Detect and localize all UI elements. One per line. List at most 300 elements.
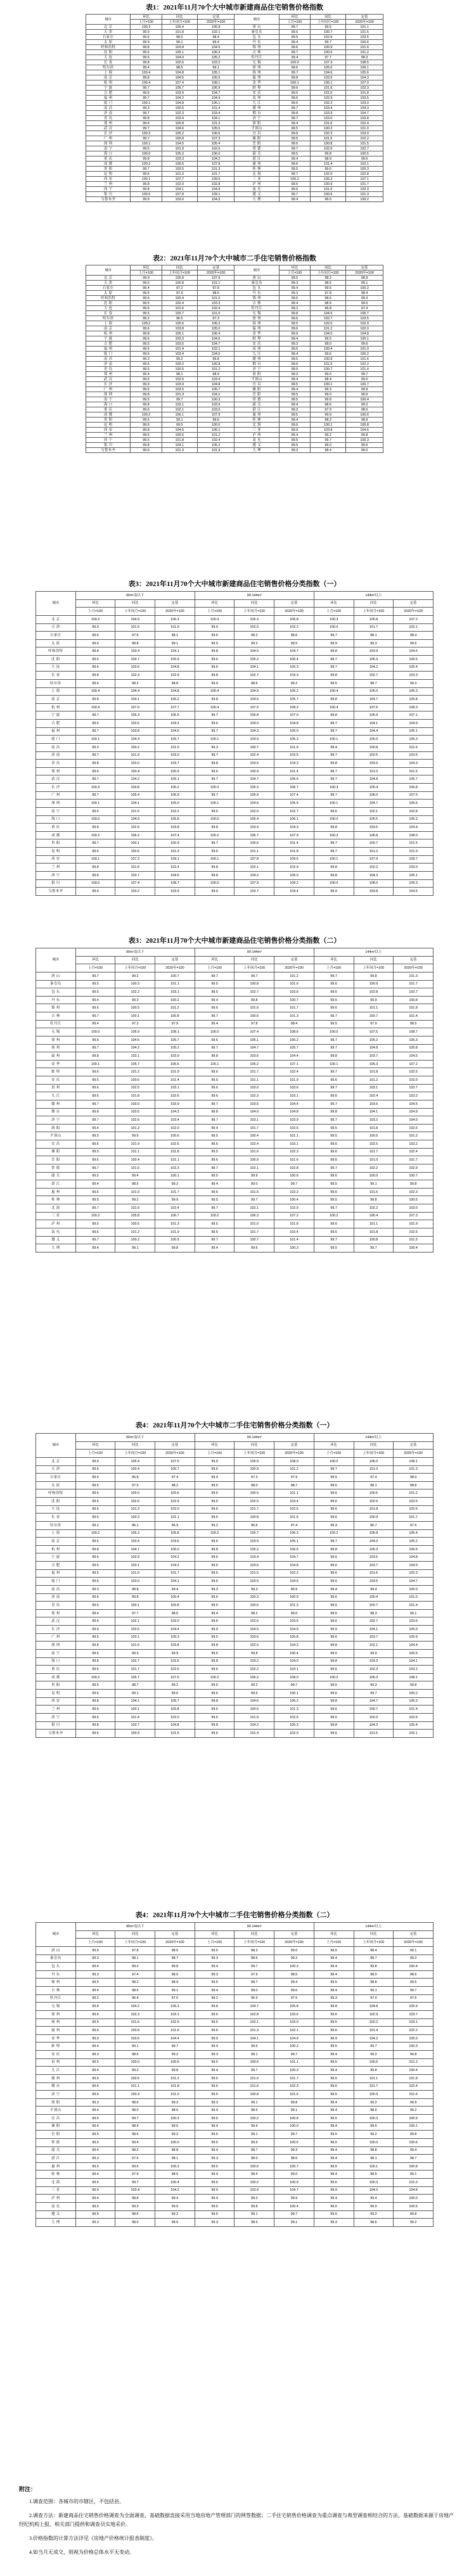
value-cell: 104.1 xyxy=(115,696,155,704)
value-cell: 99.5 xyxy=(195,1562,234,1570)
value-cell: 104.5 xyxy=(197,352,234,357)
value-cell: 100.3 xyxy=(311,126,346,131)
value-cell: 99.2 xyxy=(346,402,383,407)
value-cell: 99.6 xyxy=(75,2027,115,2035)
value-cell: 99.4 xyxy=(75,679,115,687)
value-cell: 103.6 xyxy=(274,1084,314,1092)
city-cell: 贵 阳 xyxy=(86,418,131,423)
value-cell: 106.3 xyxy=(234,1212,274,1220)
value-cell: 106.2 xyxy=(311,177,346,182)
value-cell: 98.2 xyxy=(115,679,155,687)
value-cell: 99.5 xyxy=(314,1132,354,1140)
value-cell: 98.3 xyxy=(346,55,383,60)
table-row xyxy=(86,372,383,377)
header-sub: 2020年=100 xyxy=(394,1450,434,1458)
city-cell: 石家庄 xyxy=(86,286,131,291)
value-cell: 104.9 xyxy=(394,720,434,728)
value-cell: 100.6 xyxy=(155,1489,195,1498)
value-cell: 97.5 xyxy=(274,1994,314,2003)
value-cell: 99.7 xyxy=(279,25,310,30)
value-cell: 99.8 xyxy=(131,443,162,448)
value-cell: 99.8 xyxy=(314,647,354,656)
value-cell: 99.2 xyxy=(75,1521,115,1529)
value-cell: 107.4 xyxy=(115,879,155,888)
header-group: 同比 xyxy=(115,599,155,608)
value-cell: 99.7 xyxy=(75,1116,115,1125)
value-cell: 100.1 xyxy=(195,855,234,864)
value-cell: 102.2 xyxy=(354,2018,394,2027)
value-cell: 99.4 xyxy=(195,2107,234,2115)
value-cell: 99.6 xyxy=(131,352,162,357)
city-cell: 合 肥 xyxy=(86,341,131,347)
value-cell: 99.6 xyxy=(314,988,354,997)
value-cell: 99.7 xyxy=(115,2179,155,2187)
value-cell: 105.0 xyxy=(394,2034,434,2043)
city-cell: 牡丹江 xyxy=(36,1994,76,2003)
value-cell: 99.8 xyxy=(234,2202,274,2210)
value-cell: 101.7 xyxy=(394,1156,434,1164)
table-row xyxy=(36,1617,434,1626)
value-cell: 100.7 xyxy=(311,30,346,35)
city-cell: 呼和浩特 xyxy=(36,647,76,656)
value-cell: 101.1 xyxy=(155,1156,195,1164)
city-cell: 厦 门 xyxy=(86,352,131,357)
city-cell: 扬 州 xyxy=(36,2018,76,2027)
value-cell: 98.1 xyxy=(155,2155,195,2163)
value-cell: 105.8 xyxy=(115,1212,155,1220)
value-cell: 99.8 xyxy=(131,116,162,121)
value-cell: 102.7 xyxy=(234,672,274,680)
value-cell: 101.4 xyxy=(162,347,197,352)
value-cell: 101.5 xyxy=(115,807,155,815)
city-cell: 徐 州 xyxy=(36,2010,76,2018)
value-cell: 99.9 xyxy=(131,30,162,35)
value-cell: 99.5 xyxy=(75,1946,115,1954)
table-row xyxy=(36,2091,434,2099)
table-row xyxy=(86,30,383,35)
value-cell: 104.8 xyxy=(354,775,394,784)
value-cell: 101.3 xyxy=(197,167,234,172)
value-cell: 103.1 xyxy=(394,2018,434,2027)
value-cell: 99.4 xyxy=(197,40,234,45)
value-cell: 103.9 xyxy=(274,1116,314,1125)
value-cell: 105.6 xyxy=(394,800,434,808)
value-cell: 103.4 xyxy=(197,111,234,116)
value-cell: 99.6 xyxy=(314,1489,354,1498)
value-cell: 99.9 xyxy=(195,639,234,647)
value-cell: 100.5 xyxy=(162,167,197,172)
city-cell: 洛 阳 xyxy=(234,121,279,126)
index-table xyxy=(35,1922,434,2227)
value-cell: 103.2 xyxy=(197,60,234,65)
value-cell: 101.1 xyxy=(274,1489,314,1498)
value-cell: 108.1 xyxy=(394,1457,434,1465)
value-cell: 97.3 xyxy=(234,1474,274,1482)
city-cell: 蚌 埠 xyxy=(36,2043,76,2051)
city-cell: 九 江 xyxy=(234,352,279,357)
value-cell: 100.3 xyxy=(354,2115,394,2123)
value-cell: 99.5 xyxy=(195,1514,234,1522)
value-cell: 99.6 xyxy=(311,352,346,357)
value-cell: 99.5 xyxy=(75,1979,115,1987)
city-cell: 沈 阳 xyxy=(86,50,131,55)
value-cell: 106.2 xyxy=(234,1060,274,1068)
value-cell: 102.4 xyxy=(346,121,383,126)
value-cell: 101.8 xyxy=(354,1124,394,1132)
value-cell: 107.3 xyxy=(197,136,234,141)
header-sub: 上年同月=100 xyxy=(354,1939,394,1947)
header-group: 环比 xyxy=(279,15,310,20)
value-cell: 104.3 xyxy=(346,106,383,111)
table-row xyxy=(86,326,383,331)
value-cell: 103.6 xyxy=(115,2034,155,2043)
value-cell: 102.7 xyxy=(354,672,394,680)
value-cell: 102.0 xyxy=(155,1124,195,1132)
value-cell: 102.8 xyxy=(354,988,394,997)
value-cell: 99.8 xyxy=(394,2051,434,2059)
value-cell: 98.0 xyxy=(115,2107,155,2115)
value-cell: 106.9 xyxy=(115,1028,155,1036)
value-cell: 103.5 xyxy=(354,824,394,832)
value-cell: 104.9 xyxy=(394,1562,434,1570)
value-cell: 100.2 xyxy=(131,321,162,326)
value-cell: 105.1 xyxy=(274,1538,314,1546)
value-cell: 103.8 xyxy=(155,1642,195,1650)
table-row xyxy=(86,156,383,162)
value-cell: 99.2 xyxy=(155,2051,195,2059)
value-cell: 99.8 xyxy=(279,75,310,80)
table-row xyxy=(36,1044,434,1052)
table-row xyxy=(36,1028,434,1036)
value-cell: 105.2 xyxy=(155,1044,195,1052)
value-cell: 98.5 xyxy=(155,1609,195,1617)
value-cell: 99.2 xyxy=(279,306,310,311)
value-cell: 99.0 xyxy=(274,2171,314,2179)
value-cell: 99.4 xyxy=(75,1244,115,1253)
value-cell: 104.3 xyxy=(274,1642,314,1650)
value-cell: 99.5 xyxy=(131,341,162,347)
value-cell: 100.7 xyxy=(162,311,197,316)
value-cell: 102.5 xyxy=(394,1228,434,1236)
value-cell: 99.4 xyxy=(115,1172,155,1180)
header-group: 同比 xyxy=(234,956,274,964)
value-cell: 99.5 xyxy=(195,1633,234,1642)
value-cell: 99.4 xyxy=(75,1020,115,1028)
table-row xyxy=(36,1100,434,1108)
city-cell: 包 头 xyxy=(36,988,76,997)
header-sub: 上年同月=100 xyxy=(234,608,274,616)
value-cell: 101.7 xyxy=(155,1188,195,1196)
value-cell: 101.0 xyxy=(197,296,234,301)
value-cell: 99.6 xyxy=(75,1666,115,1674)
table-row xyxy=(36,1690,434,1698)
value-cell: 100.2 xyxy=(75,831,115,839)
value-cell: 99.3 xyxy=(75,2219,115,2227)
value-cell: 99.7 xyxy=(354,1690,394,1698)
value-cell: 102.5 xyxy=(274,1713,314,1721)
value-cell: 99.0 xyxy=(234,1180,274,1189)
value-cell: 99.8 xyxy=(314,1545,354,1553)
city-cell: 襄 阳 xyxy=(234,387,279,392)
value-cell: 103.1 xyxy=(155,988,195,997)
value-cell: 103.5 xyxy=(162,341,197,347)
city-cell: 杭 州 xyxy=(36,1545,76,1553)
value-cell: 99.1 xyxy=(234,2210,274,2219)
value-cell: 104.0 xyxy=(234,1626,274,1634)
city-cell: 南 昌 xyxy=(36,743,76,751)
value-cell: 103.7 xyxy=(394,1084,434,1092)
value-cell: 99.5 xyxy=(75,1633,115,1642)
value-cell: 102.1 xyxy=(162,407,197,412)
header-unit: 90m²及以下 xyxy=(75,592,195,600)
value-cell: 97.8 xyxy=(197,286,234,291)
city-cell: 广 州 xyxy=(36,791,76,800)
city-cell: 太 原 xyxy=(86,40,131,45)
table-row xyxy=(86,96,383,101)
value-cell: 101.6 xyxy=(162,306,197,311)
value-cell: 97.0 xyxy=(354,1994,394,2003)
value-cell: 105.0 xyxy=(311,65,346,70)
value-cell: 98.6 xyxy=(311,296,346,301)
table-row xyxy=(86,86,383,91)
value-cell: 101.7 xyxy=(155,1569,195,1578)
table-row xyxy=(36,2219,434,2227)
value-cell: 105.1 xyxy=(394,727,434,736)
value-cell: 103.4 xyxy=(115,2186,155,2195)
table-row xyxy=(36,1529,434,1538)
value-cell: 99.8 xyxy=(354,1196,394,1204)
city-cell: 温 州 xyxy=(234,75,279,80)
table-row xyxy=(36,888,434,896)
value-cell: 103.8 xyxy=(311,428,346,433)
header-group: 同比 xyxy=(234,1930,274,1939)
city-cell: 包 头 xyxy=(36,1963,76,1971)
value-cell: 99.5 xyxy=(346,301,383,306)
value-cell: 104.8 xyxy=(394,2186,434,2195)
value-cell: 104.5 xyxy=(394,1052,434,1061)
value-cell: 99.3 xyxy=(195,2098,234,2107)
value-cell: 100.6 xyxy=(346,40,383,45)
value-cell: 99.2 xyxy=(155,1180,195,1189)
city-cell: 厦 门 xyxy=(36,1578,76,1586)
city-cell: 西 宁 xyxy=(36,871,76,879)
table-row xyxy=(36,1076,434,1085)
city-cell: 海 口 xyxy=(86,402,131,407)
value-cell: 99.5 xyxy=(195,1713,234,1721)
city-cell: 泉 州 xyxy=(36,1084,76,1092)
value-cell: 99.5 xyxy=(279,412,310,418)
value-cell: 105.0 xyxy=(354,687,394,696)
value-cell: 104.1 xyxy=(155,1578,195,1586)
value-cell: 108.0 xyxy=(354,879,394,888)
value-cell: 100.9 xyxy=(155,839,195,848)
value-cell: 102.2 xyxy=(394,2027,434,2035)
table-row xyxy=(86,91,383,96)
value-cell: 100.2 xyxy=(234,2115,274,2123)
value-cell: 99.6 xyxy=(311,286,346,291)
city-cell: 岳 阳 xyxy=(36,1156,76,1164)
value-cell: 100.3 xyxy=(195,615,234,623)
table-title: 表2：2021年11月70个大中城市二手住宅销售价格指数 xyxy=(153,255,316,262)
value-cell: 101.3 xyxy=(394,1465,434,1474)
city-cell: 杭 州 xyxy=(86,331,131,336)
value-cell: 103.7 xyxy=(354,1562,394,1570)
value-cell: 102.8 xyxy=(274,1164,314,1172)
value-cell: 99.6 xyxy=(131,296,162,301)
value-cell: 99.8 xyxy=(75,871,115,879)
index-table xyxy=(86,14,383,202)
value-cell: 104.9 xyxy=(234,736,274,744)
value-cell: 99.9 xyxy=(314,2186,354,2195)
table-row xyxy=(86,412,383,418)
value-cell: 99.7 xyxy=(75,1164,115,1172)
value-cell: 100.2 xyxy=(75,1212,115,1220)
value-cell: 98.2 xyxy=(234,632,274,640)
value-cell: 103.2 xyxy=(115,888,155,896)
city-cell: 呼和浩特 xyxy=(86,45,131,50)
table-row xyxy=(36,1642,434,1650)
value-cell: 103.6 xyxy=(234,1562,274,1570)
value-cell: 101.6 xyxy=(115,1204,155,1213)
value-cell: 99.7 xyxy=(131,96,162,101)
value-cell: 99.3 xyxy=(279,291,310,296)
value-cell: 99.8 xyxy=(75,2003,115,2011)
value-cell: 96.9 xyxy=(234,1994,274,2003)
header-group: 同比 xyxy=(234,599,274,608)
value-cell: 103.5 xyxy=(234,1578,274,1586)
value-cell: 108.7 xyxy=(394,1028,434,1036)
city-cell: 太 原 xyxy=(36,1481,76,1489)
value-cell: 105.2 xyxy=(234,656,274,664)
value-cell: 100.6 xyxy=(162,106,197,111)
value-cell: 100.1 xyxy=(195,1060,234,1068)
value-cell: 103.4 xyxy=(311,106,346,111)
value-cell: 99.5 xyxy=(314,2202,354,2210)
value-cell: 104.6 xyxy=(394,647,434,656)
city-cell: 徐 州 xyxy=(36,1036,76,1044)
value-cell: 99.5 xyxy=(279,397,310,402)
value-cell: 99.4 xyxy=(279,402,310,407)
city-cell: 北 海 xyxy=(234,172,279,177)
value-cell: 99.5 xyxy=(75,1172,115,1180)
city-cell: 武 汉 xyxy=(86,377,131,382)
value-cell: 99.5 xyxy=(314,1681,354,1690)
value-cell: 100.5 xyxy=(115,1004,155,1012)
value-cell: 103.7 xyxy=(115,871,155,879)
table-row xyxy=(86,407,383,412)
value-cell: 100.3 xyxy=(75,784,115,792)
value-cell: 100.6 xyxy=(155,1132,195,1140)
value-cell: 103.5 xyxy=(115,1626,155,1634)
value-cell: 99.5 xyxy=(314,1124,354,1132)
value-cell: 99.4 xyxy=(314,2146,354,2155)
value-cell: 101.3 xyxy=(155,1220,195,1228)
value-cell: 109.5 xyxy=(197,177,234,182)
value-cell: 99.2 xyxy=(394,2219,434,2227)
value-cell: 102.4 xyxy=(234,751,274,760)
table-row xyxy=(36,2003,434,2011)
value-cell: 103.5 xyxy=(346,316,383,321)
value-cell: 100.2 xyxy=(75,615,115,623)
value-cell: 103.5 xyxy=(155,1657,195,1666)
city-cell: 惠 州 xyxy=(36,1188,76,1196)
value-cell: 99.5 xyxy=(195,1498,234,1506)
value-cell: 101.0 xyxy=(234,1220,274,1228)
value-cell: 105.7 xyxy=(274,1044,314,1052)
header-unit: 90-144m² xyxy=(195,948,314,957)
value-cell: 99.5 xyxy=(314,1946,354,1954)
value-cell: 101.6 xyxy=(311,187,346,192)
value-cell: 104.8 xyxy=(162,101,197,106)
value-cell: 104.8 xyxy=(394,1553,434,1562)
value-cell: 99.7 xyxy=(314,720,354,728)
value-cell: 102.2 xyxy=(346,362,383,367)
value-cell: 102.5 xyxy=(115,1084,155,1092)
value-cell: 107.3 xyxy=(115,855,155,864)
city-cell: 赣 州 xyxy=(36,2074,76,2082)
value-cell: 101.5 xyxy=(311,136,346,141)
value-cell: 99.7 xyxy=(75,751,115,760)
value-cell: 99.6 xyxy=(131,423,162,428)
table-row xyxy=(36,751,434,760)
value-cell: 99.5 xyxy=(195,1172,234,1180)
value-cell: 98.5 xyxy=(234,2219,274,2227)
value-cell: 99.7 xyxy=(195,1236,234,1244)
table-row xyxy=(86,286,383,291)
table-row xyxy=(86,428,383,433)
value-cell: 101.8 xyxy=(354,1228,394,1236)
value-cell: 99.3 xyxy=(195,1585,234,1593)
value-cell: 98.7 xyxy=(274,1481,314,1489)
value-cell: 100.7 xyxy=(274,996,314,1004)
value-cell: 99.6 xyxy=(314,1148,354,1156)
value-cell: 104.7 xyxy=(197,341,234,347)
city-cell: 天 津 xyxy=(36,623,76,632)
value-cell: 99.5 xyxy=(311,197,346,202)
value-cell: 106.1 xyxy=(197,101,234,106)
value-cell: 98.0 xyxy=(354,1970,394,1979)
value-cell: 98.7 xyxy=(155,1954,195,1963)
note-item: 3.价格指数的计算方法详见《房地产价格统计报表制度》。 xyxy=(29,2535,157,2541)
table-row xyxy=(86,357,383,362)
value-cell: 100.6 xyxy=(115,848,155,856)
value-cell: 99.9 xyxy=(274,2195,314,2203)
city-cell: 长 春 xyxy=(86,311,131,316)
value-cell: 98.4 xyxy=(274,1020,314,1028)
value-cell: 99.5 xyxy=(195,2115,234,2123)
value-cell: 100.0 xyxy=(131,192,162,197)
value-cell: 99.3 xyxy=(75,743,115,751)
value-cell: 99.6 xyxy=(75,1553,115,1562)
value-cell: 99.7 xyxy=(354,2043,394,2051)
value-cell: 99.9 xyxy=(314,639,354,647)
value-cell: 107.5 xyxy=(354,1028,394,1036)
value-cell: 102.6 xyxy=(394,1505,434,1514)
value-cell: 99.6 xyxy=(195,1553,234,1562)
value-cell: 99.5 xyxy=(314,2043,354,2051)
header-group: 同比 xyxy=(162,265,197,271)
header-sub: 上年同月=100 xyxy=(115,1450,155,1458)
table-row xyxy=(36,2010,434,2018)
value-cell: 99.6 xyxy=(314,2027,354,2035)
value-cell: 104.0 xyxy=(354,2186,394,2195)
value-cell: 106.1 xyxy=(346,65,383,70)
table-row xyxy=(36,1481,434,1489)
table-row xyxy=(36,1946,434,1954)
value-cell: 99.3 xyxy=(195,2155,234,2163)
value-cell: 100.8 xyxy=(115,2027,155,2035)
value-cell: 101.4 xyxy=(394,1706,434,1714)
